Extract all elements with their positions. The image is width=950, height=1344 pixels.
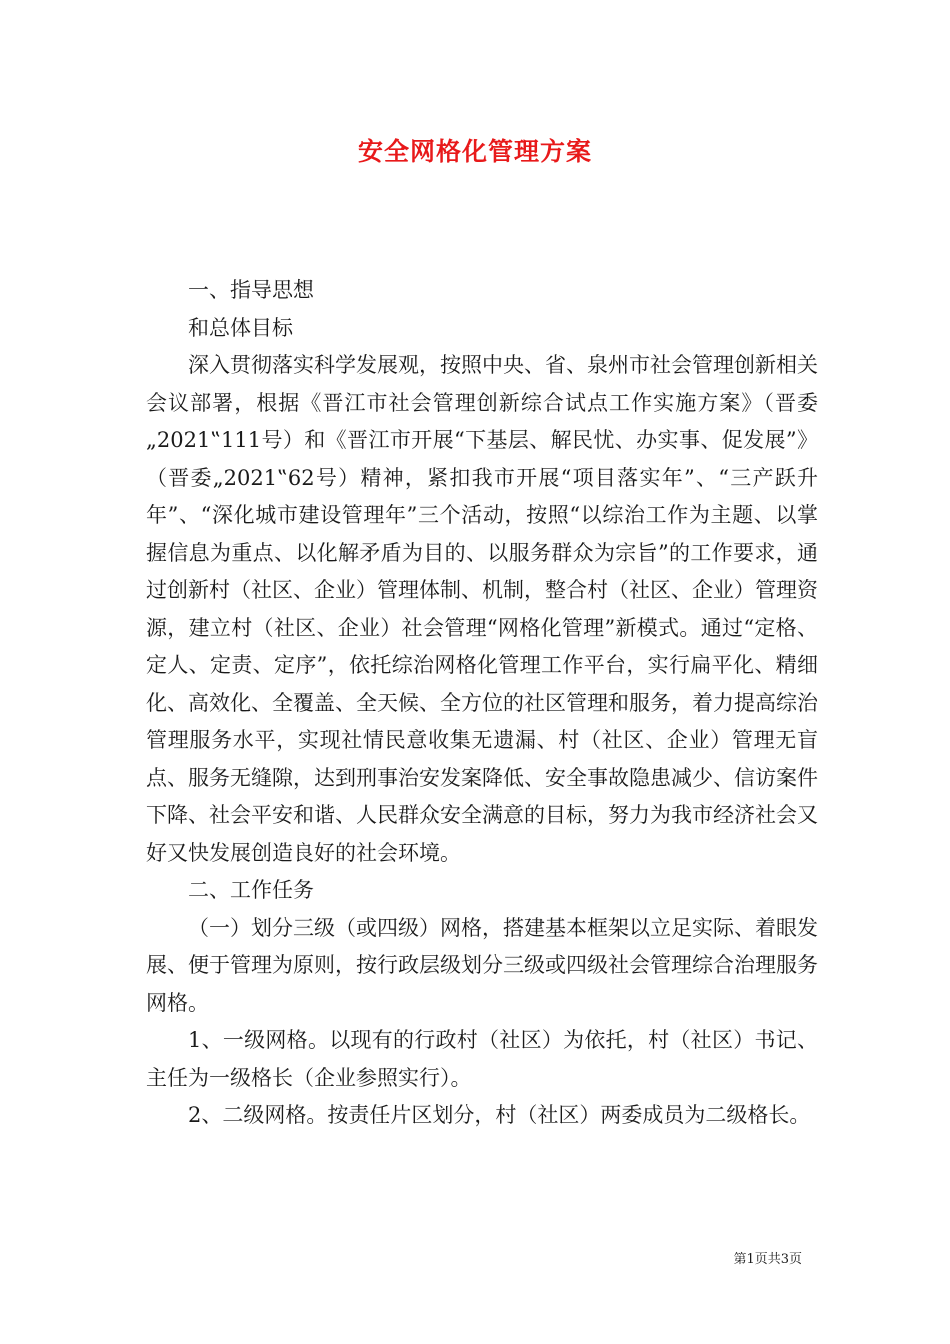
paragraph-level-one-grid: 1、一级网格。以现有的行政村（社区）为依托，村（社区）书记、主任为一级格长（企业参照实行）。 (146, 1028, 818, 1090)
paragraph-level-two-grid: 2、二级网格。按责任片区划分，村（社区）两委成员为二级格长。 (188, 1103, 811, 1127)
paragraph-grid-division: （一）划分三级（或四级）网格，搭建基本框架以立足实际、着眼发展、便于管理为原则，按行政层级划分三级或四级社会管理综合治理服务网格。 (146, 915, 818, 1015)
heading-guiding-thought: 一、指导思想 (188, 278, 314, 302)
page-number: 第1页共3页 (733, 1252, 802, 1267)
heading-overall-goal: 和总体目标 (188, 315, 293, 340)
document-body (146, 272, 818, 1135)
paragraph-guiding-content: 深入贯彻落实科学发展观，按照中央、省、泉州市社会管理创新相关会议部署，根据《晋江市社会管理创新综合试点工作实施方案》（晋委„2021‟111号）和《晋江市开展“下基层、解民忧、办实事、促发展”》（晋委„2021‟62号）精神，紧扣我市开展“项目落实年”、“三产跃升年”、“深化城市建设管理年”三个活动，按照“以综治工作为主题、以掌握信息为重点、以化解矛盾为目的、以服务群众为宗旨”的工作要求，通过创新村（社区、企业）管理体制、机制，整合村（社区、企业）管理资源，建立村（社区、企业）社会管理“网格化管理”新模式。通过“定格、定人、定责、定序”，依托综治网格化管理工作平台，实行扁平化、精细化、高效化、全覆盖、全天候、全方位的社区管理和服务，着力提高综治管理服务水平，实现社情民意收集无遗漏、村（社区、企业）管理无盲点、服务无缝隙，达到刑事治安发案降低、安全事故隐患减少、信访案件下降、社会平安和谐、人民群众安全满意的目标，努力为我市经济社会又好又快发展创造良好的社会环境。 (146, 353, 818, 865)
heading-work-tasks: 二、工作任务 (188, 878, 314, 902)
document-title: 安全网格化管理方案 (357, 137, 592, 166)
